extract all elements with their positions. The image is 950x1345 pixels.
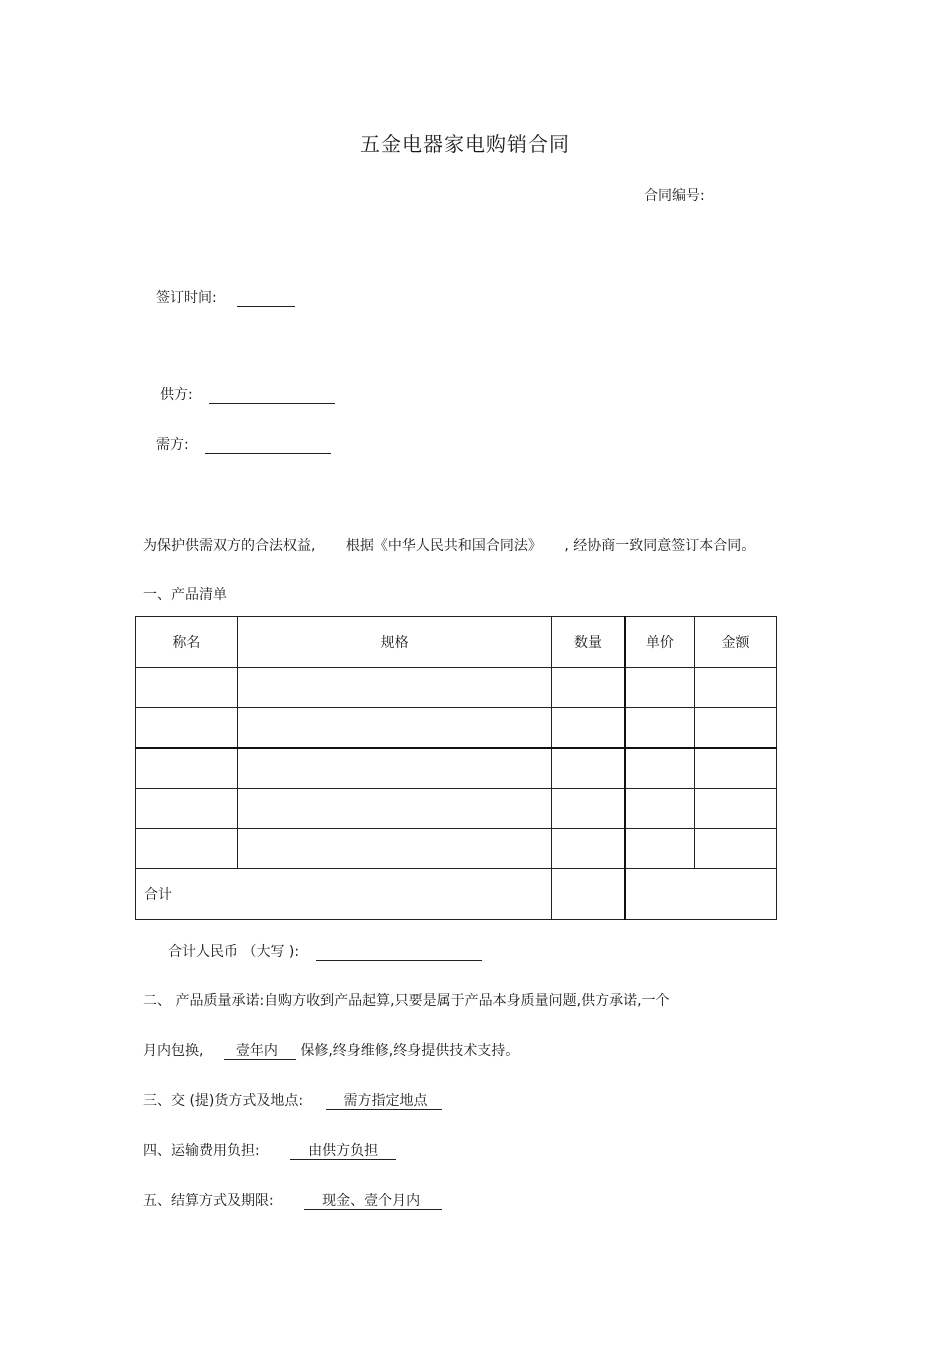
table-cell[interactable] [237, 748, 551, 789]
section-3-row [143, 1090, 442, 1110]
rmb-total-row [168, 941, 482, 961]
section-2-prefix: 月内包换, [143, 1043, 204, 1059]
table-cell[interactable] [695, 668, 777, 708]
table-cell[interactable] [625, 789, 695, 829]
header-spec: 规格 [237, 617, 551, 668]
table-cell[interactable] [552, 789, 625, 829]
buyer-field[interactable] [205, 437, 331, 454]
table-cell[interactable] [552, 748, 625, 789]
delivery-location-field[interactable]: 需方指定地点 [326, 1093, 442, 1110]
total-label: 合计 [136, 869, 552, 920]
supplier-field[interactable] [209, 387, 335, 404]
section-3-label: 三、交 (提)货方式及地点: [143, 1093, 304, 1109]
preamble-part-2: 根据《中华人民共和国合同法》 [345, 538, 542, 554]
table-cell[interactable] [237, 829, 551, 869]
product-table [135, 616, 777, 920]
section-5-label: 五、结算方式及期限: [143, 1193, 274, 1209]
total-quantity-cell[interactable] [552, 869, 625, 920]
rmb-total-label: 合计人民币 （大写 ): [168, 944, 300, 960]
warranty-period-field[interactable]: 壹年内 [224, 1043, 296, 1060]
table-cell[interactable] [625, 668, 695, 708]
table-cell[interactable] [695, 829, 777, 869]
table-row [136, 708, 777, 749]
table-cell[interactable] [136, 748, 238, 789]
supplier-label: 供方: [160, 387, 193, 403]
table-cell[interactable] [136, 789, 238, 829]
table-row [136, 748, 777, 789]
supplier-row [160, 384, 335, 404]
sign-time-field[interactable] [237, 290, 295, 307]
table-cell[interactable] [695, 748, 777, 789]
rmb-total-field[interactable] [316, 944, 482, 961]
table-total-row [136, 869, 777, 920]
table-cell[interactable] [237, 789, 551, 829]
table-cell[interactable] [552, 708, 625, 749]
section-2-line-2 [143, 1040, 519, 1060]
section-5-row [143, 1190, 442, 1210]
table-cell[interactable] [695, 708, 777, 749]
sign-time-label: 签订时间: [156, 290, 217, 306]
section-2-suffix: 保修,终身维修,终身提供技术支持。 [300, 1043, 520, 1059]
table-cell[interactable] [136, 668, 238, 708]
preamble-part-3: , 经协商一致同意签订本合同。 [564, 538, 756, 554]
buyer-row [156, 434, 331, 454]
table-row [136, 668, 777, 708]
table-cell[interactable] [552, 668, 625, 708]
table-cell[interactable] [237, 668, 551, 708]
header-name: 称名 [136, 617, 238, 668]
table-cell[interactable] [237, 708, 551, 749]
table-cell[interactable] [625, 708, 695, 749]
table-cell[interactable] [552, 829, 625, 869]
contract-title: 五金电器家电购销合同 [360, 132, 570, 156]
header-amount: 金额 [695, 617, 777, 668]
section-4-label: 四、运输费用负担: [143, 1143, 260, 1159]
transport-cost-field[interactable]: 由供方负担 [290, 1143, 396, 1160]
table-cell[interactable] [136, 829, 238, 869]
table-row [136, 829, 777, 869]
header-quantity: 数量 [552, 617, 625, 668]
settlement-terms-field[interactable]: 现金、壹个月内 [304, 1193, 442, 1210]
buyer-label: 需方: [156, 437, 189, 453]
contract-number-label: 合同编号: [644, 188, 705, 204]
section-2-line-1: 二、 产品质量承诺:自购方收到产品起算,只要是属于产品本身质量问题,供方承诺,一个 [143, 993, 670, 1009]
table-cell[interactable] [695, 789, 777, 829]
table-row [136, 789, 777, 829]
header-unit-price: 单价 [625, 617, 695, 668]
preamble [143, 535, 755, 555]
table-header-row [136, 617, 777, 668]
section-4-row [143, 1140, 396, 1160]
preamble-part-1: 为保护供需双方的合法权益, [143, 538, 316, 554]
sign-time-row [156, 287, 295, 307]
total-amount-cell[interactable] [625, 869, 777, 920]
table-cell[interactable] [625, 829, 695, 869]
table-cell[interactable] [136, 708, 238, 749]
section-1-heading: 一、产品清单 [143, 587, 227, 603]
table-cell[interactable] [625, 748, 695, 789]
